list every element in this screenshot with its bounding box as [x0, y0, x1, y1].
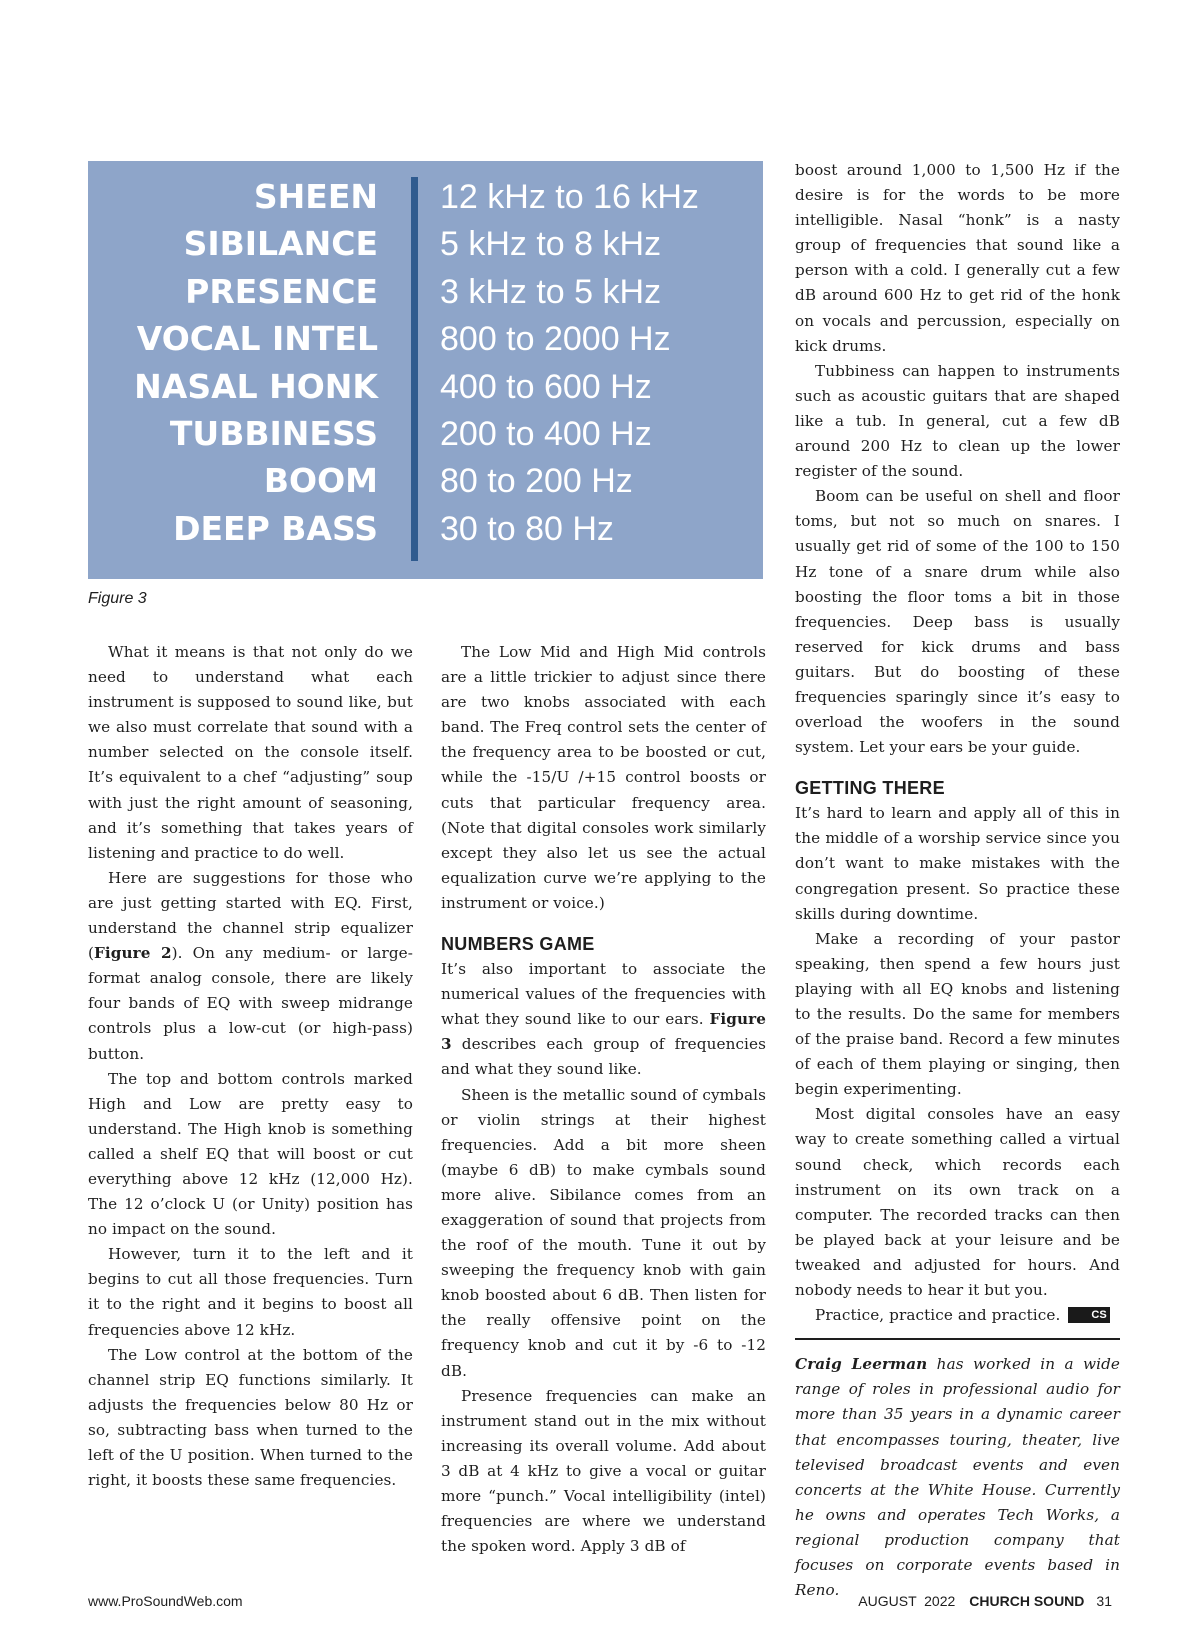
figure-row-name: DEEP BASS — [173, 509, 378, 548]
figure-row-name: SHEEN — [253, 177, 378, 216]
figure-row-vocal-intel — [88, 315, 763, 363]
text-span: Practice, practice and practice. — [815, 1306, 1061, 1325]
text-span: has worked in a wide range of roles in professional audio for more than 35 years in a dynamic career that encompasses touring, theater, live televised broadcast events and even concerts at the White House. Currently he owns and operates Tech Works, a regional production company that focuses on corporate events based in Reno. — [795, 1355, 1120, 1600]
figure-row-nasal-honk — [88, 363, 763, 411]
paragraph: Most digital consoles have an easy way to create something called a virtual sound check, which records each instrument on its own track on a computer. The recorded tracks can then be played back at your leisure and be tweaked and adjusted for hours. And nobody needs to hear it but you. — [795, 1105, 1120, 1300]
figure-row-range: 80 to 200 Hz — [440, 462, 633, 500]
figure-row-name: BOOM — [263, 461, 378, 500]
footer-url: www.ProSoundWeb.com — [88, 1593, 243, 1609]
figure-row-name: TUBBINESS — [169, 414, 378, 453]
paragraph: What it means is that not only do we need to understand what each instrument is supposed to sound like, but we also must correlate that sound with a number selected on the console itself. It’s equivalent to a chef “adjusting” soup with just the right amount of seasoning, and it’s something that takes years of listening and practice to do well. — [88, 643, 413, 862]
figure-row-range: 200 to 400 Hz — [440, 415, 652, 453]
figure-row-presence — [88, 268, 763, 316]
figure-row-range: 5 kHz to 8 kHz — [440, 225, 662, 263]
figure-row-range: 30 to 80 Hz — [440, 510, 614, 548]
figure-row-name: NASAL HONK — [134, 367, 378, 406]
issue-date: AUGUST 2022 — [858, 1593, 956, 1609]
section-heading-getting-there: GETTING THERE — [795, 778, 945, 799]
bio-divider — [795, 1338, 1120, 1340]
text-span: describes each group of frequencies and what they sound like. — [441, 1035, 766, 1079]
figure-row-name: PRESENCE — [185, 272, 378, 311]
end-mark-icon: CS — [1068, 1307, 1109, 1323]
paragraph: The Low Mid and High Mid controls are a little trickier to adjust since there are two knobs associated with each band. The Freq control sets the center of the frequency area to be boosted or cut, while the -15/U /+15 control boosts or cuts that particular frequency area. (Note that digital consoles work similarly except they also let us see the actual equalization curve we’re applying to the instrument or voice.) — [441, 643, 766, 912]
page-number: 31 — [1096, 1593, 1112, 1609]
article-column-2 — [441, 640, 766, 1559]
figure-row-name: VOCAL INTEL — [136, 319, 378, 358]
paragraph: However, turn it to the left and it begins to cut all those frequencies. Turn it to the right and it begins to boost all frequencies above 12 kHz. — [88, 1245, 413, 1339]
paragraph — [88, 866, 413, 1067]
text-span: Here are suggestions for those who are just getting started with EQ. First, understand the channel strip equalizer ( — [88, 868, 413, 963]
paragraph: Tubbiness can happen to instruments such as acoustic guitars that are shaped like a tub. In general, cut a few dB around 200 Hz to clean up the lower register of the sound. — [795, 361, 1120, 481]
article-column-1 — [88, 640, 413, 1493]
figure-row-sibilance — [88, 220, 763, 268]
figure-row-range: 12 kHz to 16 kHz — [440, 178, 699, 216]
author-name: Craig Leerman — [795, 1355, 928, 1374]
paragraph — [795, 1303, 1120, 1328]
figure-row-tubbiness — [88, 410, 763, 458]
figure-row-range: 3 kHz to 5 kHz — [440, 273, 662, 311]
author-bio — [795, 1352, 1120, 1603]
figure-row-boom — [88, 457, 763, 505]
figure-row-range: 400 to 600 Hz — [440, 368, 652, 406]
figure-row-range: 800 to 2000 Hz — [440, 320, 671, 358]
section-heading-numbers-game: NUMBERS GAME — [441, 934, 595, 955]
paragraph — [441, 957, 766, 1082]
magazine-name: CHURCH SOUND — [969, 1593, 1085, 1609]
figure-row-deep-bass — [88, 505, 763, 553]
figure-2-reference: Figure 2 — [94, 944, 172, 963]
figure-row-sheen — [88, 173, 763, 221]
paragraph: Sheen is the metallic sound of cymbals or violin strings at their highest frequencies. Add a bit more sheen (maybe 6 dB) to make cymbals sound more alive. Sibilance comes from an exaggeration of sound that projects from the roof of the mouth. Tune it out by sweeping the frequency knob with gain knob boosted about 6 dB. Then listen for the really offensive point on the frequency knob and cut it by -6 to -12 dB. — [441, 1085, 766, 1380]
figure-caption: Figure 3 — [88, 590, 147, 607]
paragraph: Presence frequencies can make an instrument stand out in the mix without increasing its overall volume. Add about 3 dB at 4 kHz to give a vocal or guitar more “punch.” Vocal intelligibility (intel) frequencies are where we understand the spoken word. Apply 3 dB of — [441, 1386, 766, 1556]
paragraph: Boom can be useful on shell and floor toms, but not so much on snares. I usually get rid of some of the 100 to 150 Hz tone of a snare drum while also boosting the floor toms a bit in those frequencies. Deep bass is usually reserved for kick drums and bass guitars. But do boosting of these frequencies sparingly since it’s easy to overload the woofers in the sound system. Let your ears be your guide. — [795, 487, 1120, 757]
text-span: It’s also important to associate the numerical values of the frequencies with what they sound like to our ears. — [441, 960, 766, 1029]
paragraph: Make a recording of your pastor speaking, then spend a few hours just playing with all EQ knobs and listening to the results. Do the same for members of the praise band. Record a few minutes of each of them playing or singing, then begin experimenting. — [795, 929, 1120, 1099]
figure-3-reference: Figure 3 — [441, 1010, 766, 1054]
footer-folio — [858, 1593, 1112, 1609]
article-column-3 — [795, 158, 1120, 1603]
paragraph: It’s hard to learn and apply all of this in the middle of a worship service since you don’t want to make mistakes with the congregation present. So practice these skills during downtime. — [795, 804, 1120, 923]
text-span: ). On any medium- or large-format analog console, there are likely four bands of EQ with sweep midrange controls plus a low-cut (or high-pass) button. — [88, 944, 413, 1063]
paragraph: The top and bottom controls marked High and Low are pretty easy to understand. The High knob is something called a shelf EQ that will boost or cut everything above 12 kHz (12,000 Hz). The 12 o’clock U (or Unity) position has no impact on the sound. — [88, 1069, 413, 1239]
paragraph: boost around 1,000 to 1,500 Hz if the desire is for the words to be more intelligible. Nasal “honk” is a nasty group of frequencies that sound like a person with a cold. I generally cut a few dB around 600 Hz to get rid of the honk on vocals and percussion, especially on kick drums. — [795, 161, 1120, 355]
figure-row-name: SIBILANCE — [183, 224, 378, 263]
figure-3-frequency-chart — [88, 161, 763, 579]
paragraph: The Low control at the bottom of the channel strip EQ functions similarly. It adjusts the frequencies below 80 Hz or so, subtracting bass when turned to the left of the U position. When turned to the right, it boosts these same frequencies. — [88, 1345, 413, 1490]
